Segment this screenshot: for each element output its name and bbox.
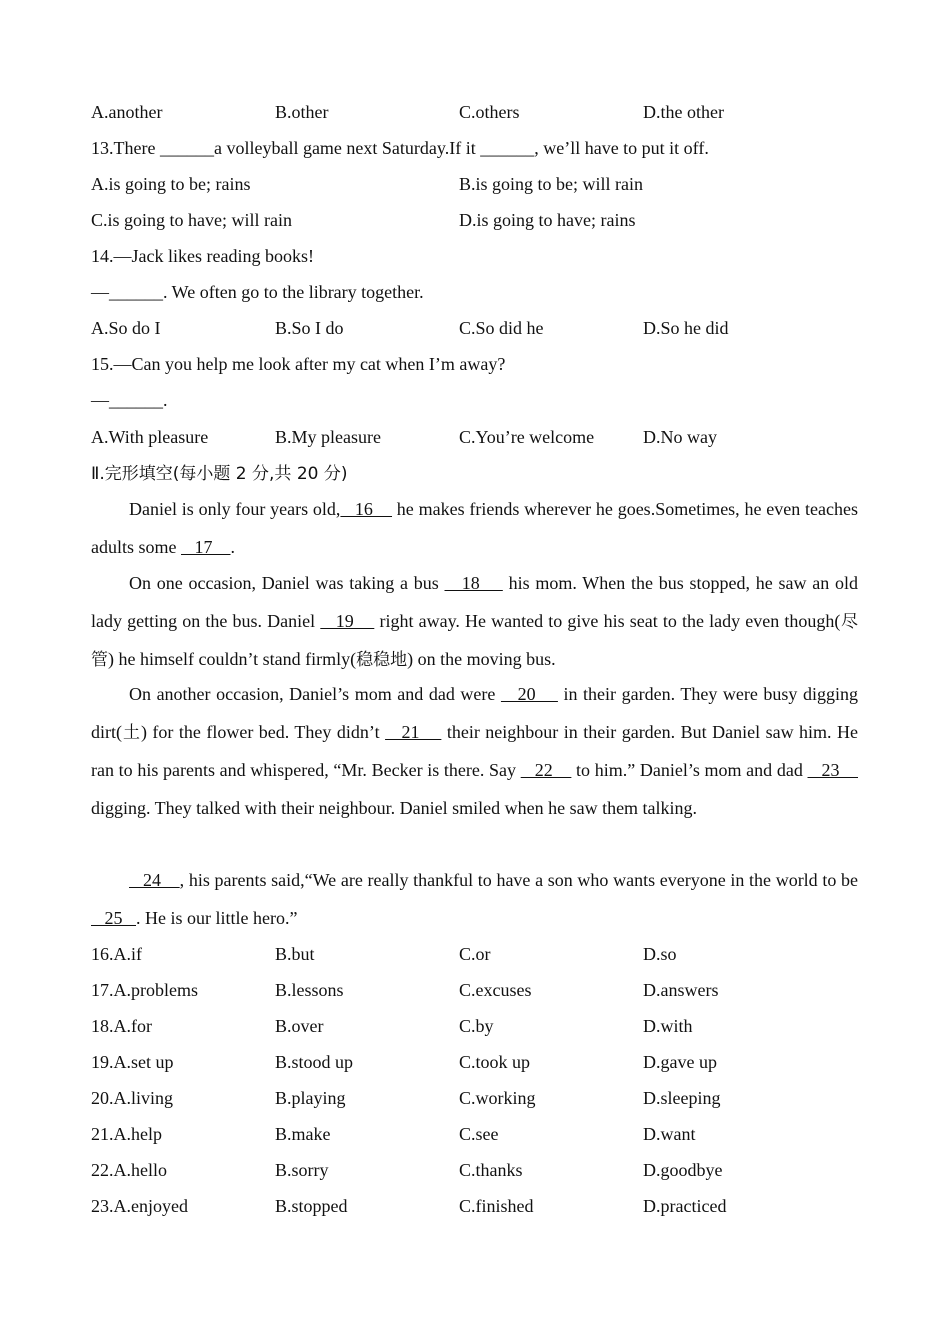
option-d: D.sleeping — [643, 1088, 721, 1108]
option-a: 21.A.help — [91, 1124, 162, 1144]
option-c: C.excuses — [459, 980, 532, 1000]
option-d: D.So he did — [643, 318, 729, 338]
section-heading: Ⅱ.完形填空(每小题 2 分,共 20 分) — [91, 464, 348, 484]
cloze-options-23 — [91, 1194, 858, 1218]
option-d: D.answers — [643, 980, 719, 1000]
option-d: D.so — [643, 944, 677, 964]
chinese-gloss: 尽管 — [91, 611, 859, 670]
q12-options — [91, 100, 858, 124]
cloze-options-18 — [91, 1014, 858, 1038]
option-b: B.over — [275, 1016, 324, 1036]
option-c: C.thanks — [459, 1160, 523, 1180]
cloze-options-22 — [91, 1158, 858, 1182]
option-b: B.So I do — [275, 318, 344, 338]
passage-paragraph-3: On another occasion, Daniel’s mom and dad were 20 in their garden. They were busy digging dirt(土) for the flower bed. They didn’t 21 their neighbour in their garden. But Daniel saw him. He ran to his parents and whispered, “Mr. Becker is there. Say 22 to him.” Daniel’s mom and dad 23 digging. They talked with their neighbour. Daniel smiled when he saw them talking. — [91, 684, 859, 818]
option-c: C.took up — [459, 1052, 531, 1072]
chinese-gloss: 稳稳地 — [356, 650, 408, 670]
option-c: C.by — [459, 1016, 494, 1036]
cloze-options-17 — [91, 978, 858, 1002]
option-a: 16.A.if — [91, 944, 142, 964]
option-c: C.So did he — [459, 318, 544, 338]
option-c: C.see — [459, 1124, 499, 1144]
blank-23[interactable]: 23 — [807, 760, 858, 780]
option-c: C.or — [459, 944, 491, 964]
blank-24[interactable]: 24 — [129, 870, 180, 890]
option-b: B.other — [275, 102, 329, 122]
option-b: B.sorry — [275, 1160, 329, 1180]
option-b: B.playing — [275, 1088, 346, 1108]
q15-options — [91, 425, 858, 449]
blank-21[interactable]: 21 — [385, 721, 442, 742]
passage-paragraph-2: On one occasion, Daniel was taking a bus 18 his mom. When the bus stopped, he saw an old lady getting on the bus. Daniel 19 right away. He wanted to give his seat to the lady even though(尽管) he himself couldn’t stand firmly(稳稳地) on the moving bus. — [91, 573, 859, 670]
option-a: 18.A.for — [91, 1016, 152, 1036]
option-a: A.So do I — [91, 318, 161, 338]
q14-stem-2: —______. We often go to the library together. — [91, 282, 424, 302]
q13-options-row1 — [91, 172, 858, 196]
q13-options-row2 — [91, 208, 858, 232]
option-a: 19.A.set up — [91, 1052, 174, 1072]
option-c: C.finished — [459, 1196, 534, 1216]
q13-stem: 13.There ______a volleyball game next Saturday.If it ______, we’ll have to put it off. — [91, 138, 709, 158]
option-d: D.is going to have; rains — [459, 210, 636, 230]
option-b: B.lessons — [275, 980, 344, 1000]
option-d: D.the other — [643, 102, 724, 122]
option-a: A.is going to be; rains — [91, 174, 251, 194]
blank-25[interactable]: 25 — [91, 907, 136, 928]
cloze-options-16 — [91, 942, 858, 966]
blank-19[interactable]: 19 — [320, 610, 375, 631]
blank-18[interactable]: 18 — [444, 573, 503, 593]
option-b: B.is going to be; will rain — [459, 174, 643, 194]
option-c: C.others — [459, 102, 520, 122]
passage-paragraph-4: 24 , his parents said,“We are really thankful to have a son who wants everyone in the world to be 25 . He is our little hero.” — [91, 870, 859, 928]
blank-22[interactable]: 22 — [520, 760, 572, 780]
blank-20[interactable]: 20 — [500, 684, 558, 704]
option-a: 22.A.hello — [91, 1160, 167, 1180]
cloze-options-20 — [91, 1086, 858, 1110]
q14-stem-1: 14.—Jack likes reading books! — [91, 246, 314, 266]
q14-options — [91, 316, 858, 340]
option-a: 17.A.problems — [91, 980, 198, 1000]
blank-16[interactable]: 16 — [340, 499, 393, 519]
option-c: C.is going to have; will rain — [91, 210, 292, 230]
option-a: A.With pleasure — [91, 427, 209, 447]
cloze-options-19 — [91, 1050, 858, 1074]
option-a: A.another — [91, 102, 163, 122]
option-b: B.make — [275, 1124, 331, 1144]
option-d: D.practiced — [643, 1196, 727, 1216]
option-d: D.No way — [643, 427, 717, 447]
q15-stem-2: —______. — [91, 390, 168, 410]
option-d: D.want — [643, 1124, 696, 1144]
cloze-options-21 — [91, 1122, 858, 1146]
option-b: B.stood up — [275, 1052, 354, 1072]
blank-17[interactable]: 17 — [181, 536, 231, 557]
option-d: D.with — [643, 1016, 693, 1036]
option-d: D.gave up — [643, 1052, 717, 1072]
option-a: 23.A.enjoyed — [91, 1196, 188, 1216]
option-b: B.but — [275, 944, 315, 964]
option-a: 20.A.living — [91, 1088, 174, 1108]
option-b: B.My pleasure — [275, 427, 381, 447]
option-b: B.stopped — [275, 1196, 348, 1216]
option-c: C.working — [459, 1088, 536, 1108]
option-d: D.goodbye — [643, 1160, 723, 1180]
option-c: C.You’re welcome — [459, 427, 595, 447]
q15-stem-1: 15.—Can you help me look after my cat when I’m away? — [91, 354, 506, 374]
passage-paragraph-1: Daniel is only four years old, 16 he makes friends wherever he goes.Sometimes, he even teaches adults some 17 . — [91, 499, 859, 557]
chinese-gloss: 土 — [122, 722, 141, 743]
